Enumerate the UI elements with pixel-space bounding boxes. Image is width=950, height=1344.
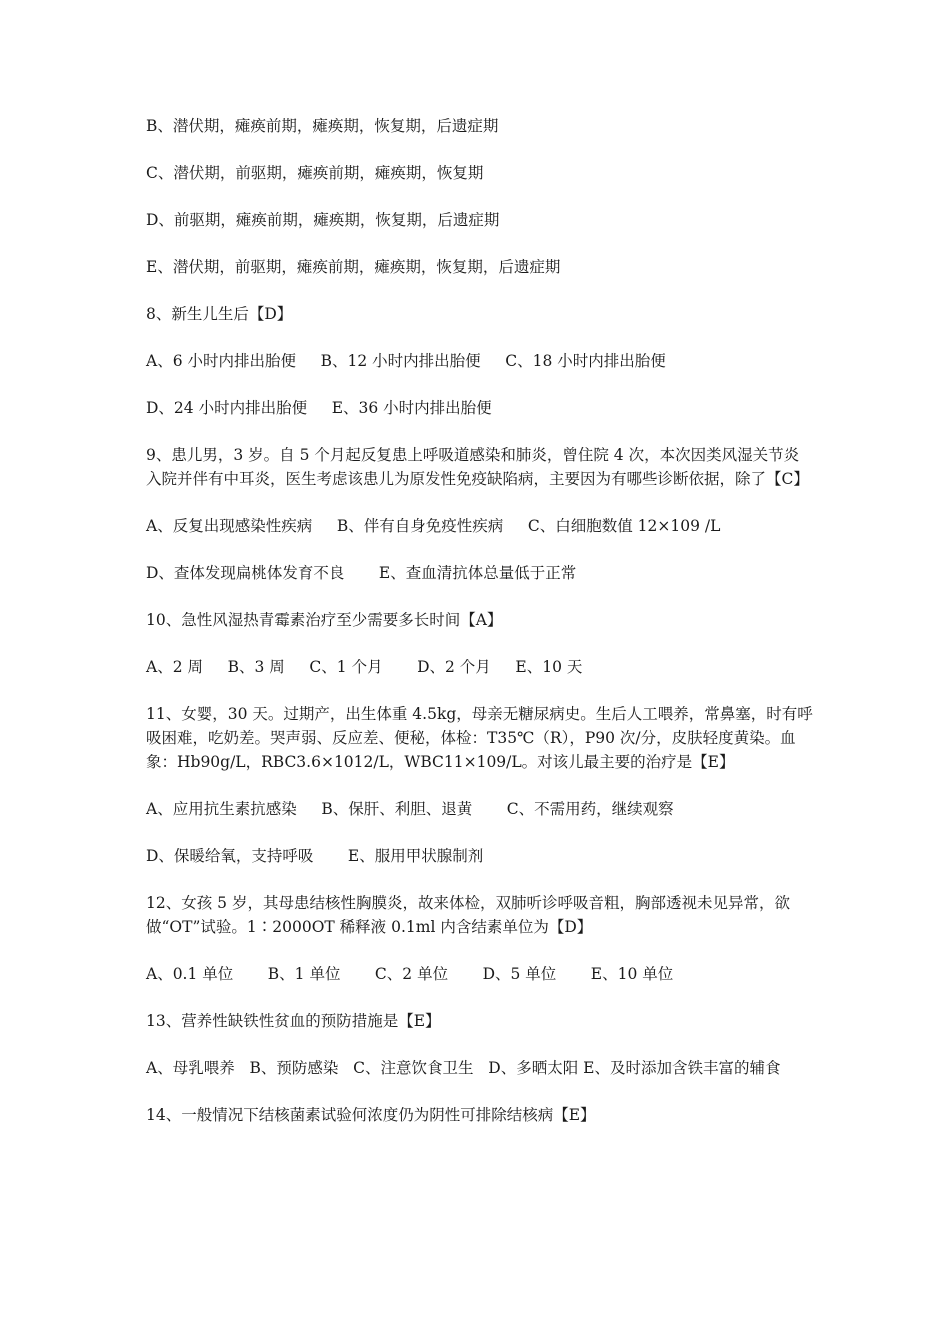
options-8-de: D、24 小时内排出胎便 E、36 小时内排出胎便	[146, 399, 492, 417]
question-14: 14、一般情况下结核菌素试验何浓度仍为阴性可排除结核病【E】	[146, 1106, 596, 1124]
option-7c: C、潜伏期，前驱期，瘫痪前期，瘫痪期，恢复期	[146, 164, 484, 182]
options-9-abc: A、反复出现感染性疾病 B、伴有自身免疫性疾病 C、白细胞数值 12×109 /L	[146, 517, 721, 535]
option-7e: E、潜伏期，前驱期，瘫痪前期，瘫痪期，恢复期，后遗症期	[146, 258, 561, 276]
options-12: A、0.1 单位 B、1 单位 C、2 单位 D、5 单位 E、10 单位	[146, 965, 674, 983]
question-9: 9、患儿男，3 岁。自 5 个月起反复患上呼吸道感染和肺炎，曾住院 4 次，本次因类风湿关节炎入院并伴有中耳炎，医生考虑该患儿为原发性免疫缺陷病，主要因为有哪些诊断依据，除了【C】	[146, 446, 809, 488]
question-11: 11、女婴，30 天。过期产，出生体重 4.5kg，母亲无糖尿病史。生后人工喂养，常鼻塞，时有呼吸困难，吃奶差。哭声弱、反应差、便秘，体检：T35℃（R），P90 次/分，皮肤轻度黄染。血象：Hb90g/L，RBC3.6×1012/L，WBC11×109/L。对该儿最主要的治疗是【E】	[146, 705, 813, 771]
options-10: A、2 周 B、3 周 C、1 个月 D、2 个月 E、10 天	[146, 658, 583, 676]
document-body	[146, 114, 814, 1150]
question-13: 13、营养性缺铁性贫血的预防措施是【E】	[146, 1012, 441, 1030]
question-8: 8、新生儿生后【D】	[146, 305, 293, 323]
options-13: A、母乳喂养 B、预防感染 C、注意饮食卫生 D、多晒太阳 E、及时添加含铁丰富的辅食	[146, 1059, 781, 1077]
question-12: 12、女孩 5 岁，其母患结核性胸膜炎，故来体检，双肺听诊呼吸音粗，胸部透视未见异常，欲做“OT”试验。1∶2000OT 稀释液 0.1ml 内含结素单位为【D】	[146, 894, 790, 936]
options-11-de: D、保暖给氧，支持呼吸 E、服用甲状腺制剂	[146, 847, 484, 865]
options-11-abc: A、应用抗生素抗感染 B、保肝、利胆、退黄 C、不需用药，继续观察	[146, 800, 674, 818]
option-7d: D、前驱期，瘫痪前期，瘫痪期，恢复期，后遗症期	[146, 211, 500, 229]
options-9-de: D、查体发现扁桃体发育不良 E、查血清抗体总量低于正常	[146, 564, 577, 582]
option-7b: B、潜伏期，瘫痪前期，瘫痪期，恢复期，后遗症期	[146, 117, 499, 135]
question-10: 10、急性风湿热青霉素治疗至少需要多长时间【A】	[146, 611, 503, 629]
options-8-abc: A、6 小时内排出胎便 B、12 小时内排出胎便 C、18 小时内排出胎便	[146, 352, 666, 370]
